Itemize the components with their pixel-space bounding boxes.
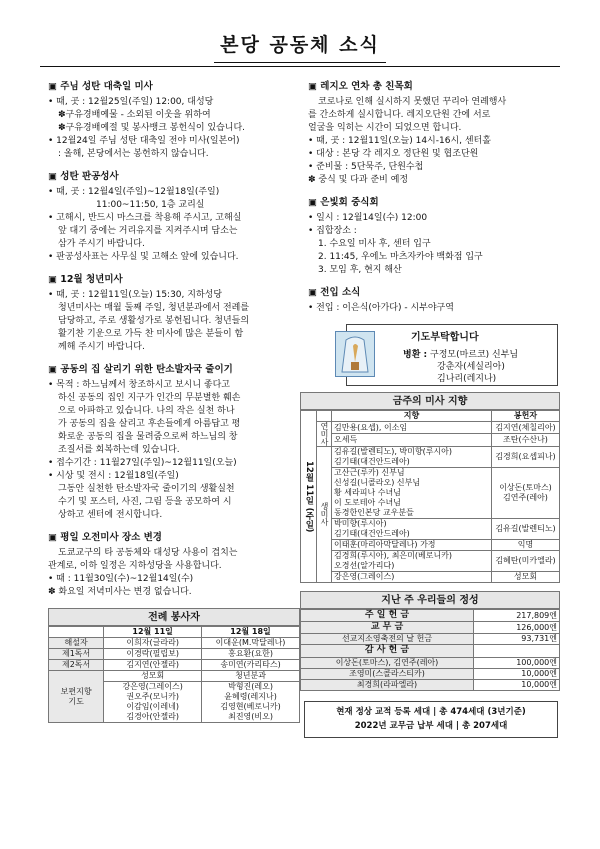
table-row: [301, 467, 560, 518]
text-line: ✽구유경배예절 및 봉사뱅크 봉헌식이 있습니다.: [58, 122, 246, 133]
text-line: • 집합장소 :: [308, 225, 357, 236]
prayer-name: 강춘자(세실리아): [437, 362, 505, 373]
finance-title: 지난 주 우리들의 정성: [300, 591, 560, 609]
table-row: [301, 421, 560, 434]
text-line: • 접수기간 : 11월27일(주일)~12월11일(오늘): [48, 458, 237, 469]
table-row: [301, 679, 560, 690]
finance-label: 주 일 헌 금: [301, 609, 474, 621]
table-row: [301, 622, 560, 634]
text-line: • 고해시, 반드시 마스크를 착용해 주시고, 고해실: [48, 212, 242, 223]
mass-intentions-table: [300, 410, 560, 583]
text-line: • 판공성사표는 사무실 및 고해소 앞에 있습니다.: [48, 252, 239, 262]
table-cell: 홍요환(요한): [202, 649, 300, 660]
memorial-label: 연미사: [317, 421, 332, 446]
left-column: [48, 80, 300, 723]
text-line: 청년미사는 매월 둘째 주일, 청년분과에서 전례를: [58, 302, 250, 313]
prayer-name: 김나리(레지나): [437, 374, 497, 385]
weekday-mass-section: [48, 531, 300, 599]
section-heading: ▣ 전입 소식: [308, 287, 361, 299]
section-heading: ▣ 주님 성탄 대축일 미사: [48, 81, 153, 92]
table-cell: 이경락(필립보): [104, 649, 202, 660]
thanks-name: 조영미(스콜라스티카): [301, 668, 474, 679]
table-row: [49, 649, 300, 660]
text-line: • 목적 : 하느님께서 창조하시고 보시니 좋다고: [48, 379, 230, 390]
intent-cell: 김유길(발렌티노), 박미향(루시아) 김기태(대건안드레아): [332, 446, 492, 467]
text-line: 으로 아파하고 있습니다. 나의 작은 실천 하나: [58, 405, 235, 416]
table-row: [301, 410, 560, 421]
table-cell: 박형진(레오) 윤혜령(레지나) 김영현(베로니카) 최진영(비오): [202, 682, 300, 723]
thanks-name: 이상돈(토마스), 김연주(레아): [301, 657, 474, 668]
servers-title: 전례 봉사자: [48, 608, 300, 626]
finance-label: 선교지소영축전의 날 헌금: [301, 634, 474, 645]
table-header: 성모회: [104, 671, 202, 682]
text-line: 코로나로 인해 실시하지 못했던 꾸리아 연례행사: [318, 96, 507, 107]
text-line: • 때, 곳 : 12월4일(주일)~12월18일(주일): [48, 186, 220, 197]
table-header: 청년분과: [202, 671, 300, 682]
prayer-name: 구정모(마르코) 신부님: [430, 349, 519, 360]
text-line: 가 공동의 집을 살리고 후손들에게 아름답고 평: [58, 418, 241, 429]
praying-hands-icon: [335, 331, 375, 377]
role-cell: 해설자: [49, 638, 104, 649]
servers-table: [48, 626, 300, 723]
table-row: [49, 671, 300, 682]
table-row: [301, 571, 560, 582]
table-row: [49, 638, 300, 649]
right-column: [303, 80, 560, 738]
table-row: [49, 660, 300, 671]
legio-section: [308, 80, 560, 187]
offerer-cell: 이상돈(토마스) 김연주(레아): [492, 467, 560, 518]
table-header: 12월 11일: [104, 627, 202, 638]
role-cell: 제2독서: [49, 660, 104, 671]
living-label: 생미사: [317, 446, 332, 582]
table-cell: [49, 627, 104, 638]
text-line: 그동안 실천한 탄소발자국 줄이기의 생활실천: [58, 484, 235, 495]
text-line: 화로운 공동의 집을 물려줌으로써 하느님의 창: [58, 432, 238, 442]
text-line: 11:00~11:50, 1층 교리실: [96, 199, 205, 210]
text-line: 활기찬 기운으로 가득 찬 미사에 많은 분들이 함: [58, 328, 244, 339]
offerer-cell: 익명: [492, 539, 560, 550]
text-line: 께해 주시기 바랍니다.: [58, 342, 145, 352]
thanks-label: 감 사 헌 금: [301, 645, 474, 657]
offerer-cell: 조탄(수산나): [492, 434, 560, 447]
table-cell: [317, 410, 332, 421]
text-line: 담당하고, 주로 생활성가로 봉헌됩니다. 청년들의: [58, 315, 250, 326]
thanks-amount: 10,000엔: [474, 679, 560, 690]
role-cell: 보편지향 기도: [49, 671, 104, 723]
christmas-mass-section: [48, 80, 300, 161]
section-heading: ▣ 공동의 집 살리기 위한 탄소발자국 줄이기: [48, 364, 233, 376]
text-line: 얼굴을 익히는 시간이 되었으면 합니다.: [308, 122, 462, 133]
text-line: 수기 및 포스터, 사진, 그림 등을 공모하여 시: [58, 497, 232, 508]
finance-amount: 93,731엔: [474, 634, 560, 645]
finance-amount: 217,809엔: [474, 609, 560, 621]
intent-cell: 이태훈(마리아막달레나) 가정: [332, 539, 492, 550]
table-row: [301, 446, 560, 467]
text-line: 조질서를 회복하는데 있습니다.: [58, 445, 180, 456]
table-row: [301, 657, 560, 668]
table-row: [49, 627, 300, 638]
table-cell: 이대운(M.막달레나): [202, 638, 300, 649]
stats-line: 현재 정상 교적 등록 세대 | 총 474세대 (3년기준): [336, 706, 526, 717]
finance-amount: 126,000엔: [474, 622, 560, 634]
text-line: 3. 모임 후, 현지 해산: [318, 265, 402, 276]
text-line: ✽구유경배예물 - 소외된 이웃을 위하여: [58, 109, 211, 120]
prayer-request-box: [346, 324, 558, 386]
page-title-wrap: [0, 32, 600, 63]
text-line: 를 간소하게 실시합니다. 레지오단원 간에 서로: [308, 109, 491, 120]
table-row: [301, 518, 560, 539]
youth-mass-section: [48, 273, 300, 354]
prayer-label: 병환 :: [403, 349, 428, 360]
text-line: 도쿄교구의 타 공동체와 대성당 사용이 겹치는: [58, 548, 238, 559]
title-divider: [40, 66, 560, 67]
text-line: • 때, 곳 : 12월11일(오늘) 14시-16시, 센터홀: [308, 135, 491, 146]
text-line: ✽ 화요일 저녁미사는 변경 없습니다.: [48, 587, 192, 598]
mass-intentions-section: [300, 392, 560, 583]
finance-table: [300, 609, 560, 691]
text-line: • 전입 : 이은식(아가다) - 시부야구역: [308, 302, 454, 313]
text-line: 관계로, 이하 일정은 지하성당을 사용합니다.: [48, 561, 222, 572]
role-cell: 제1독서: [49, 649, 104, 660]
confession-section: [48, 170, 300, 264]
table-header: 봉헌자: [492, 410, 560, 421]
offerer-cell: 성모회: [492, 571, 560, 582]
intent-cell: 강은영(그레이스): [332, 571, 492, 582]
table-cell: 김지연(안젤라): [104, 660, 202, 671]
transfer-section: [308, 286, 560, 315]
offerer-cell: 김유길(발렌티노): [492, 518, 560, 539]
text-line: • 때 : 11월30일(수)~12월14일(수): [48, 574, 194, 585]
table-header: 12월 18일: [202, 627, 300, 638]
table-cell: 송미연(카리타스): [202, 660, 300, 671]
table-row: [301, 609, 560, 621]
page-title: 본당 공동체 소식: [214, 32, 386, 63]
thanks-amount: 10,000엔: [474, 668, 560, 679]
section-heading: ▣ 평일 오전미사 장소 변경: [48, 532, 162, 544]
carbon-section: [48, 363, 300, 522]
table-header: 지향: [332, 410, 492, 421]
table-row: [301, 550, 560, 571]
text-line: 하신 공동의 집인 지구가 인간의 무분별한 훼손: [58, 392, 241, 403]
section-heading: ▣ 성탄 판공성사: [48, 171, 119, 182]
table-row: [301, 539, 560, 550]
text-line: 2. 11:45, 우에노 마츠자카야 백화점 입구: [318, 252, 483, 262]
silver-club-section: [308, 196, 560, 277]
thanks-amount: 100,000엔: [474, 657, 560, 668]
section-heading: ▣ 12월 청년미사: [48, 274, 123, 286]
thanks-name: 최경희(라파엘라): [301, 679, 474, 690]
intent-cell: 오세득: [332, 434, 492, 447]
table-row: [301, 434, 560, 447]
text-line: • 일시 : 12월14일(수) 12:00: [308, 212, 428, 223]
table-row: [301, 634, 560, 645]
offerer-cell: 김경희(요셉피나): [492, 446, 560, 467]
text-line: • 12월24일 주님 성탄 대축일 전야 미사(일본어): [48, 135, 240, 146]
text-line: ✽ 중식 및 다과 준비 예정: [308, 175, 409, 186]
finance-section: [300, 591, 560, 691]
intent-cell: 김경희(루시아), 최은미(베로니카) 오경선(알가리다): [332, 550, 492, 571]
servers-section: [48, 608, 300, 723]
intent-cell: 김만용(요셉), 이소임: [332, 421, 492, 434]
intent-cell: 박미향(루시아) 김기태(대건안드레아): [332, 518, 492, 539]
stats-line: 2022년 교무금 납부 세대 | 총 207세대: [354, 721, 508, 732]
date-label: 12월 11일 (주일): [301, 410, 317, 582]
finance-label: 교 무 금: [301, 622, 474, 634]
table-cell: 강은영(그레이스) 권오주(모니카) 이감임(이레네) 김경아(안젤라): [104, 682, 202, 723]
section-heading: ▣ 레지오 연차 총 친목회: [308, 81, 413, 92]
table-row: [301, 668, 560, 679]
text-line: • 때, 곳 : 12월11일(오늘) 15:30, 지하성당: [48, 289, 223, 300]
text-line: 삼가 주시기 바랍니다.: [58, 238, 145, 249]
table-cell: 이희자(글라라): [104, 638, 202, 649]
text-line: 앞 대기 중에는 거리유지를 지켜주시며 담소는: [58, 225, 238, 236]
section-heading: ▣ 은빛회 중식회: [308, 197, 379, 209]
text-line: 상하고 센터에 전시합니다.: [58, 510, 163, 521]
text-line: • 때, 곳 : 12월25일(주일) 12:00, 대성당: [48, 96, 214, 107]
text-line: 1. 수요일 미사 후, 센터 입구: [318, 238, 431, 249]
text-line: • 대상 : 본당 각 레지오 정단원 및 협조단원: [308, 148, 479, 159]
text-line: • 시상 및 전시 : 12월18일(주일): [48, 471, 179, 482]
text-line: • 준비물 : 5단묵주, 단원수첩: [308, 162, 424, 172]
text-line: : 올해, 본당에서는 봉헌하지 않습니다.: [58, 148, 209, 159]
intent-cell: 고산근(루카) 신부님 신성길(니콜라오) 신부님 황 세라피나 수녀님 이 도로테아 수녀님 동경한인본당 교우분들: [332, 467, 492, 518]
table-row: [301, 645, 560, 657]
table-cell: [474, 645, 560, 657]
mass-intentions-title: 금주의 미사 지향: [300, 392, 560, 410]
parish-stats-box: [304, 701, 558, 738]
offerer-cell: 김지연(체칠리아): [492, 421, 560, 434]
prayer-title: 기도부탁합니다: [411, 331, 479, 343]
offerer-cell: 김혜탄(미카엘라): [492, 550, 560, 571]
